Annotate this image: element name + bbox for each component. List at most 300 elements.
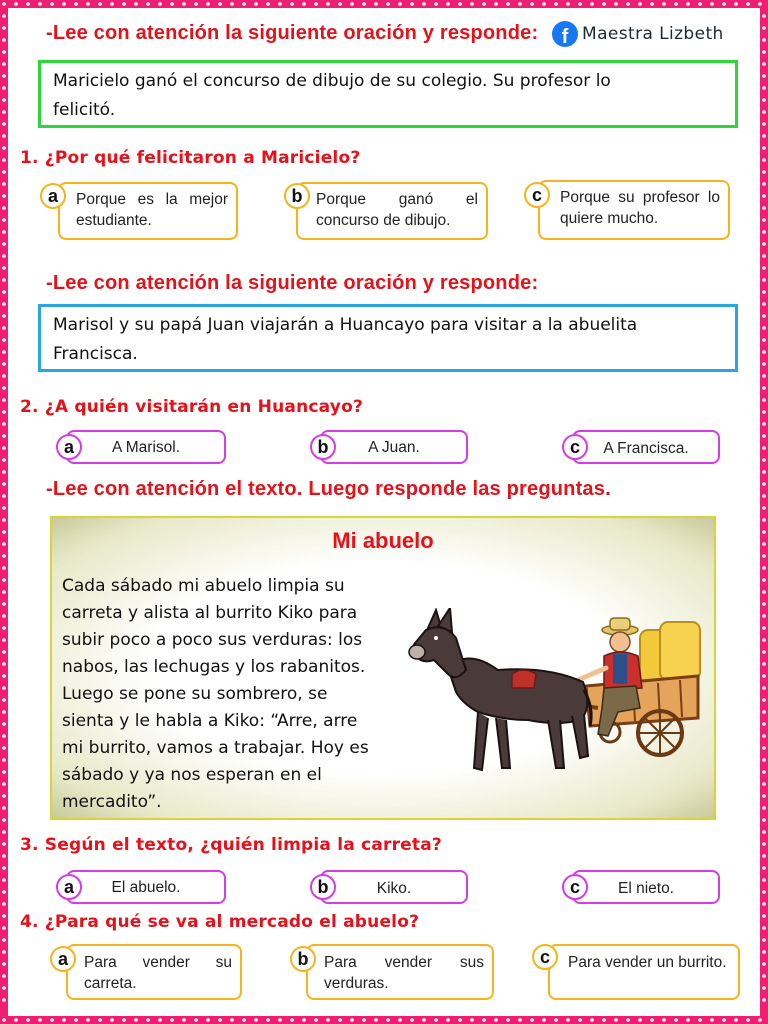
border-dot xyxy=(482,1018,486,1022)
border-dot xyxy=(158,1018,162,1022)
border-dot xyxy=(762,278,766,282)
border-dot xyxy=(434,1018,438,1022)
border-dot xyxy=(2,134,6,138)
border-dot xyxy=(2,398,6,402)
border-dot xyxy=(518,1018,522,1022)
border-dot xyxy=(422,2,426,6)
border-dot xyxy=(350,2,354,6)
border-dot xyxy=(762,950,766,954)
border-dot xyxy=(554,1018,558,1022)
border-dot xyxy=(762,518,766,522)
border-dot xyxy=(746,2,750,6)
border-dot xyxy=(2,446,6,450)
border-dot xyxy=(762,218,766,222)
border-dot xyxy=(2,170,6,174)
border-dot xyxy=(302,1018,306,1022)
border-dot xyxy=(762,770,766,774)
border-dot xyxy=(2,662,6,666)
border-dot xyxy=(762,578,766,582)
q2-option-a-letter: a xyxy=(56,434,82,460)
border-dot xyxy=(2,206,6,210)
border-dot xyxy=(662,1018,666,1022)
border-dot xyxy=(14,2,18,6)
border-dot xyxy=(362,2,366,6)
border-dot xyxy=(762,722,766,726)
border-dot xyxy=(134,2,138,6)
border-dot xyxy=(38,2,42,6)
border-dot xyxy=(2,890,6,894)
border-dot xyxy=(242,1018,246,1022)
border-dot xyxy=(278,1018,282,1022)
q2-option-b[interactable] xyxy=(320,430,468,464)
q4-option-c-letter: c xyxy=(532,944,558,970)
border-dot xyxy=(626,1018,630,1022)
border-dot xyxy=(762,290,766,294)
border-dot xyxy=(2,254,6,258)
story-text xyxy=(62,573,412,816)
border-dot xyxy=(2,758,6,762)
border-dot xyxy=(2,914,6,918)
border-dot xyxy=(762,350,766,354)
border-dot xyxy=(590,1018,594,1022)
brand-name: Maestra Lizbeth xyxy=(582,24,724,44)
border-dot xyxy=(2,710,6,714)
border-dot xyxy=(182,2,186,6)
border-dot xyxy=(38,1018,42,1022)
border-dot xyxy=(2,350,6,354)
border-dot xyxy=(762,842,766,846)
border-dot xyxy=(2,410,6,414)
border-dot xyxy=(602,2,606,6)
donkey-icon xyxy=(409,608,591,770)
border-dot xyxy=(194,1018,198,1022)
border-dot xyxy=(2,866,6,870)
q3-option-c[interactable] xyxy=(572,870,720,904)
q1-option-b-text: Porque ganó el concurso de dibujo. xyxy=(316,191,478,229)
border-dot xyxy=(762,878,766,882)
border-dot xyxy=(2,50,6,54)
border-dot xyxy=(2,698,6,702)
donkey-cart-illustration xyxy=(408,608,708,808)
border-dot xyxy=(326,1018,330,1022)
border-dot xyxy=(762,986,766,990)
border-dot xyxy=(542,1018,546,1022)
border-dot xyxy=(734,2,738,6)
border-dot xyxy=(762,938,766,942)
border-dot xyxy=(2,122,6,126)
border-dot xyxy=(762,830,766,834)
border-dot xyxy=(758,1018,762,1022)
border-dot xyxy=(2,770,6,774)
border-dot xyxy=(638,2,642,6)
border-dot xyxy=(14,1018,18,1022)
border-dot xyxy=(762,98,766,102)
border-dot xyxy=(290,2,294,6)
border-dot xyxy=(278,2,282,6)
q3-option-a[interactable] xyxy=(66,870,226,904)
border-dot xyxy=(762,434,766,438)
border-dot xyxy=(762,410,766,414)
border-dot xyxy=(266,2,270,6)
border-dot xyxy=(2,566,6,570)
border-dot xyxy=(722,1018,726,1022)
story-line: sábado y ya nos esperan en el xyxy=(62,765,322,785)
question-1: 1. ¿Por qué felicitaron a Maricielo? xyxy=(20,148,361,168)
border-dot xyxy=(194,2,198,6)
border-dot xyxy=(762,818,766,822)
border-dot xyxy=(762,602,766,606)
border-dot xyxy=(506,2,510,6)
cart-wheel-icon xyxy=(638,711,682,755)
border-dot xyxy=(2,470,6,474)
border-dot xyxy=(2,482,6,486)
border-dot xyxy=(762,194,766,198)
border-dot xyxy=(110,2,114,6)
border-dot xyxy=(762,206,766,210)
border-dot xyxy=(2,422,6,426)
border-dot xyxy=(762,854,766,858)
border-dot xyxy=(2,374,6,378)
hay-bundle-icon xyxy=(660,622,700,680)
border-dot xyxy=(254,2,258,6)
story-box xyxy=(50,516,716,820)
border-dot xyxy=(470,2,474,6)
border-dot xyxy=(722,2,726,6)
border-dot xyxy=(458,2,462,6)
border-dot xyxy=(762,446,766,450)
border-dot xyxy=(398,1018,402,1022)
border-dot xyxy=(2,782,6,786)
facebook-icon: f xyxy=(552,21,578,47)
q1-option-c-letter: c xyxy=(524,182,550,208)
border-dot xyxy=(762,74,766,78)
border-dot xyxy=(2,434,6,438)
border-dot xyxy=(2,650,6,654)
border-dot xyxy=(626,2,630,6)
passage-box-1 xyxy=(38,60,738,128)
q4-option-a-letter: a xyxy=(50,946,76,972)
border-dot xyxy=(2,2,6,6)
border-dot xyxy=(762,62,766,66)
border-dot xyxy=(762,710,766,714)
border-dot xyxy=(2,86,6,90)
border-dot xyxy=(74,1018,78,1022)
border-dot xyxy=(2,590,6,594)
story-line: Cada sábado mi abuelo limpia su xyxy=(62,576,345,596)
border-dot xyxy=(762,314,766,318)
passage-1-line-1: Maricielo ganó el concurso de dibujo de su colegio. Su profesor lo xyxy=(53,71,611,91)
border-dot xyxy=(2,902,6,906)
border-dot xyxy=(602,1018,606,1022)
border-dot xyxy=(762,794,766,798)
border-dot xyxy=(762,482,766,486)
border-dot xyxy=(266,1018,270,1022)
border-dot xyxy=(614,1018,618,1022)
q1-option-c-text: Porque su profesor lo quiere mucho. xyxy=(560,189,720,227)
story-line: mi burrito, vamos a trabajar. Hoy es xyxy=(62,738,369,758)
border-dot xyxy=(146,2,150,6)
border-dot xyxy=(50,2,54,6)
border-dot xyxy=(578,2,582,6)
border-dot xyxy=(146,1018,150,1022)
border-dot xyxy=(2,962,6,966)
border-dot xyxy=(2,542,6,546)
border-dot xyxy=(2,194,6,198)
story-line: mercadito”. xyxy=(62,792,162,812)
border-dot xyxy=(762,890,766,894)
border-dot xyxy=(482,2,486,6)
border-dot xyxy=(50,1018,54,1022)
border-dot xyxy=(2,230,6,234)
border-dot xyxy=(2,338,6,342)
border-dot xyxy=(302,2,306,6)
q4-option-b-letter: b xyxy=(290,946,316,972)
border-dot xyxy=(762,914,766,918)
border-dot xyxy=(2,506,6,510)
q4-option-a[interactable] xyxy=(66,944,242,1000)
border-dot xyxy=(762,782,766,786)
border-dot xyxy=(762,758,766,762)
border-dot xyxy=(762,734,766,738)
border-dot xyxy=(762,374,766,378)
instruction-heading-2: -Lee con atención la siguiente oración y responde: xyxy=(46,272,539,294)
border-dot xyxy=(2,686,6,690)
border-dot xyxy=(446,1018,450,1022)
border-dot xyxy=(686,1018,690,1022)
border-dot xyxy=(762,614,766,618)
border-dot xyxy=(590,2,594,6)
border-dot xyxy=(242,2,246,6)
border-dot xyxy=(674,1018,678,1022)
border-dot xyxy=(518,2,522,6)
border-dot xyxy=(710,1018,714,1022)
border-dot xyxy=(762,134,766,138)
q1-option-a-text: Porque es la mejor estudiante. xyxy=(76,191,228,229)
q1-option-b[interactable] xyxy=(296,182,488,240)
border-dot xyxy=(698,2,702,6)
border-dot xyxy=(470,1018,474,1022)
border-dot xyxy=(446,2,450,6)
q4-option-c[interactable] xyxy=(548,944,740,1000)
border-dot xyxy=(218,2,222,6)
border-dot xyxy=(762,38,766,42)
question-3: 3. Según el texto, ¿quién limpia la carreta? xyxy=(20,835,442,855)
question-4: 4. ¿Para qué se va al mercado el abuelo? xyxy=(20,912,420,932)
border-dot xyxy=(762,662,766,666)
border-dot xyxy=(122,2,126,6)
border-dot xyxy=(2,530,6,534)
border-dot xyxy=(338,1018,342,1022)
border-dot xyxy=(230,1018,234,1022)
border-dot xyxy=(2,182,6,186)
story-line: Luego se pone su sombrero, se xyxy=(62,684,328,704)
border-dot xyxy=(762,530,766,534)
q1-option-a[interactable] xyxy=(58,182,238,240)
border-dot xyxy=(254,1018,258,1022)
border-dot xyxy=(762,494,766,498)
border-dot xyxy=(2,950,6,954)
border-dot xyxy=(506,1018,510,1022)
q4-option-b-text: Para vender sus verduras. xyxy=(324,954,484,992)
border-dot xyxy=(494,1018,498,1022)
passage-2-line-2: Francisca. xyxy=(53,344,138,364)
border-dot xyxy=(762,650,766,654)
border-dot xyxy=(2,494,6,498)
passage-1-line-2: felicitó. xyxy=(53,100,116,120)
border-dot xyxy=(26,2,30,6)
border-dot xyxy=(2,362,6,366)
border-dot xyxy=(710,2,714,6)
border-dot xyxy=(762,638,766,642)
border-dot xyxy=(2,722,6,726)
border-dot xyxy=(2,38,6,42)
border-dot xyxy=(170,2,174,6)
q3-option-c-text: El nieto. xyxy=(617,880,674,897)
border-dot xyxy=(2,806,6,810)
border-dot xyxy=(762,170,766,174)
border-dot xyxy=(2,278,6,282)
border-dot xyxy=(762,422,766,426)
border-dot xyxy=(230,2,234,6)
border-dot xyxy=(2,830,6,834)
q2-option-a[interactable] xyxy=(66,430,226,464)
border-dot xyxy=(326,2,330,6)
border-dot xyxy=(374,1018,378,1022)
border-dot xyxy=(458,1018,462,1022)
border-dot xyxy=(2,218,6,222)
story-line: carreta y alista al burrito Kiko para xyxy=(62,603,358,623)
q2-option-a-text: A Marisol. xyxy=(111,439,181,456)
border-dot xyxy=(762,998,766,1002)
story-title: Mi abuelo xyxy=(332,528,434,553)
border-dot xyxy=(762,674,766,678)
border-dot xyxy=(746,1018,750,1022)
border-dot xyxy=(2,518,6,522)
border-dot xyxy=(2,926,6,930)
border-dot xyxy=(2,938,6,942)
border-dot xyxy=(554,2,558,6)
border-dot xyxy=(350,1018,354,1022)
border-dot xyxy=(734,1018,738,1022)
border-dot xyxy=(2,458,6,462)
story-line: sienta y le habla a Kiko: “Arre, arre xyxy=(62,711,358,731)
story-line: nabos, las lechugas y los rabanitos. xyxy=(62,657,366,677)
border-dot xyxy=(386,1018,390,1022)
border-dot xyxy=(494,2,498,6)
border-dot xyxy=(2,110,6,114)
q4-option-b[interactable] xyxy=(306,944,494,1000)
passage-box-2 xyxy=(38,304,738,372)
border-dot xyxy=(2,854,6,858)
instruction-heading-3: -Lee con atención el texto. Luego responde las preguntas. xyxy=(46,478,611,500)
border-dot xyxy=(86,2,90,6)
border-dot xyxy=(2,614,6,618)
border-dot xyxy=(762,158,766,162)
border-dot xyxy=(338,2,342,6)
border-dot xyxy=(762,470,766,474)
border-dot xyxy=(762,266,766,270)
q3-option-b[interactable] xyxy=(320,870,468,904)
border-dot xyxy=(650,1018,654,1022)
border-dot xyxy=(170,1018,174,1022)
border-dot xyxy=(386,2,390,6)
border-dot xyxy=(530,1018,534,1022)
border-dot xyxy=(2,842,6,846)
border-dot xyxy=(762,302,766,306)
border-dot xyxy=(2,554,6,558)
border-dot xyxy=(2,878,6,882)
border-dot xyxy=(762,14,766,18)
q3-option-a-letter: a xyxy=(56,874,82,900)
border-dot xyxy=(2,734,6,738)
border-dot xyxy=(762,26,766,30)
q2-option-c[interactable] xyxy=(572,430,720,464)
border-dot xyxy=(122,1018,126,1022)
border-dot xyxy=(422,1018,426,1022)
border-dot xyxy=(762,866,766,870)
border-dot xyxy=(762,806,766,810)
border-dot xyxy=(2,314,6,318)
q3-option-b-letter: b xyxy=(310,874,336,900)
instruction-heading-1: -Lee con atención la siguiente oración y responde: xyxy=(46,22,539,44)
border-dot xyxy=(762,902,766,906)
border-dot xyxy=(638,1018,642,1022)
border-dot xyxy=(762,626,766,630)
q2-option-c-text: A Francisca. xyxy=(603,440,689,457)
border-dot xyxy=(2,26,6,30)
border-dot xyxy=(398,2,402,6)
border-dot xyxy=(762,686,766,690)
border-dot xyxy=(2,242,6,246)
q3-option-b-text: Kiko. xyxy=(376,880,412,897)
border-dot xyxy=(62,1018,66,1022)
border-dot xyxy=(566,1018,570,1022)
border-dot xyxy=(2,290,6,294)
border-dot xyxy=(762,110,766,114)
border-dot xyxy=(218,1018,222,1022)
border-dot xyxy=(434,2,438,6)
border-dot xyxy=(2,818,6,822)
border-dot xyxy=(2,74,6,78)
q4-option-c-text: Para vender un burrito. xyxy=(568,954,727,971)
border-dot xyxy=(762,698,766,702)
q3-option-a-text: El abuelo. xyxy=(111,879,181,896)
border-dot xyxy=(762,338,766,342)
border-dot xyxy=(686,2,690,6)
border-dot xyxy=(2,986,6,990)
q2-option-c-letter: c xyxy=(562,434,588,460)
border-dot xyxy=(578,1018,582,1022)
border-dot xyxy=(762,182,766,186)
border-dot xyxy=(758,2,762,6)
q1-option-c[interactable] xyxy=(538,180,730,240)
border-dot xyxy=(134,1018,138,1022)
border-dot xyxy=(662,2,666,6)
border-dot xyxy=(410,2,414,6)
border-dot xyxy=(362,1018,366,1022)
border-dot xyxy=(762,362,766,366)
q2-option-b-text: A Juan. xyxy=(368,439,420,456)
border-dot xyxy=(762,254,766,258)
border-dot xyxy=(98,2,102,6)
border-dot xyxy=(2,1018,6,1022)
border-dot xyxy=(762,326,766,330)
border-dot xyxy=(2,326,6,330)
border-dot xyxy=(374,2,378,6)
border-dot xyxy=(762,506,766,510)
border-dot xyxy=(2,602,6,606)
border-dot xyxy=(762,86,766,90)
